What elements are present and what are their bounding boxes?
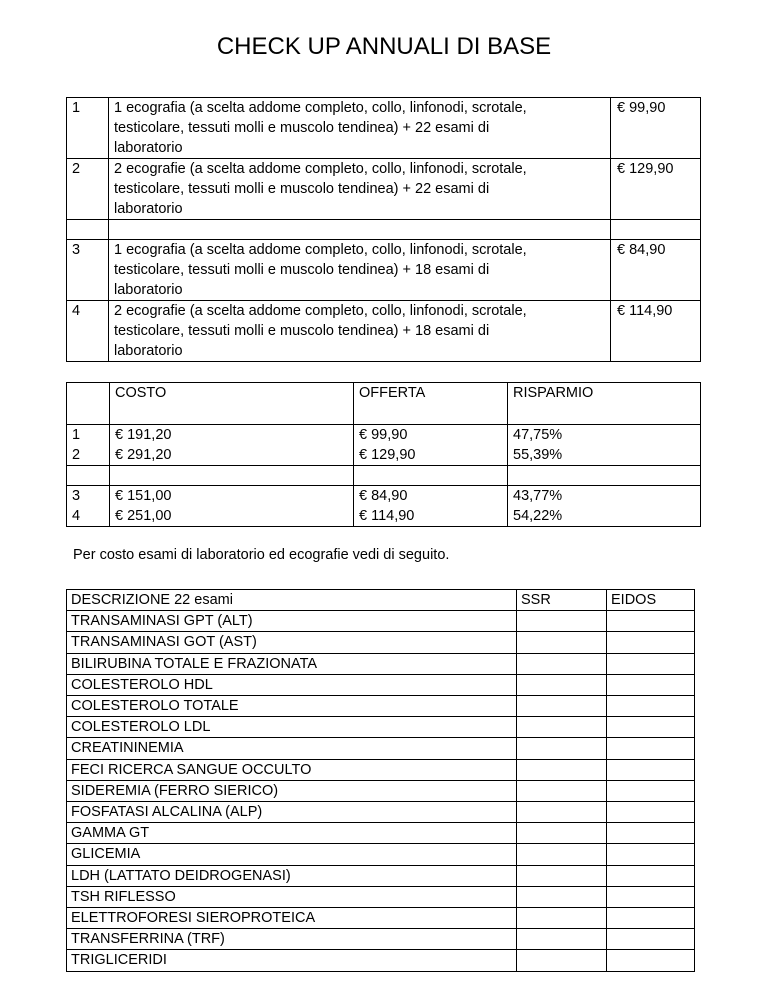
package-description	[109, 98, 611, 159]
savings-id: 3	[72, 488, 81, 504]
costo-value: € 251,00	[115, 508, 172, 524]
exam-row	[67, 802, 695, 823]
page-title: CHECK UP ANNUALI DI BASE	[216, 33, 552, 60]
exam-eidos-cell	[607, 696, 695, 717]
exam-name: FECI RICERCA SANGUE OCCULTO	[67, 759, 517, 780]
header-costo: COSTO	[110, 383, 354, 425]
package-row	[67, 159, 701, 220]
exam-row	[67, 653, 695, 674]
exam-row	[67, 865, 695, 886]
costo-value: € 291,20	[115, 447, 172, 463]
package-description-line: laboratorio	[114, 282, 183, 298]
exam-eidos-cell	[607, 844, 695, 865]
exam-ssr-cell	[517, 632, 607, 653]
exams-table	[66, 589, 695, 972]
exam-ssr-cell	[517, 844, 607, 865]
package-price: € 84,90	[611, 240, 701, 301]
exam-name: LDH (LATTATO DEIDROGENASI)	[67, 865, 517, 886]
offerta-value: € 129,90	[359, 447, 416, 463]
exam-name: TSH RIFLESSO	[67, 886, 517, 907]
header-offerta: OFFERTA	[354, 383, 508, 425]
exam-eidos-cell	[607, 738, 695, 759]
exam-eidos-cell	[607, 632, 695, 653]
package-row	[67, 98, 701, 159]
package-number: 1	[67, 98, 109, 159]
package-description-line: testicolare, tessuti molli e muscolo tendinea) + 22 esami di	[114, 181, 490, 197]
package-description-line: 2 ecografie (a scelta addome completo, collo, linfonodi, scrotale,	[114, 303, 527, 319]
savings-id: 2	[72, 447, 81, 463]
header-risparmio: RISPARMIO	[508, 383, 701, 425]
exam-name: GLICEMIA	[67, 844, 517, 865]
package-price: € 114,90	[611, 301, 701, 362]
offerta-value: € 99,90	[359, 427, 408, 443]
savings-id: 1	[72, 427, 81, 443]
exam-ssr-cell	[517, 823, 607, 844]
package-description	[109, 240, 611, 301]
savings-id: 4	[72, 508, 81, 524]
spacer-row	[67, 220, 701, 240]
exam-name: TRIGLICERIDI	[67, 950, 517, 971]
savings-table	[66, 382, 701, 527]
offerta-value: € 84,90	[359, 488, 408, 504]
exam-eidos-cell	[607, 908, 695, 929]
exam-row	[67, 823, 695, 844]
exam-ssr-cell	[517, 717, 607, 738]
package-description	[109, 301, 611, 362]
package-description-line: laboratorio	[114, 343, 183, 359]
exam-ssr-cell	[517, 908, 607, 929]
note-text: Per costo esami di laboratorio ed ecografie vedi di seguito.	[73, 547, 450, 563]
exam-ssr-cell	[517, 865, 607, 886]
exam-name: COLESTEROLO LDL	[67, 717, 517, 738]
package-description-line: 1 ecografia (a scelta addome completo, collo, linfonodi, scrotale,	[114, 100, 527, 116]
exam-row	[67, 886, 695, 907]
exam-name: FOSFATASI ALCALINA (ALP)	[67, 802, 517, 823]
exam-name: TRANSAMINASI GPT (ALT)	[67, 611, 517, 632]
exam-ssr-cell	[517, 802, 607, 823]
spacer-row	[67, 466, 701, 486]
exam-eidos-cell	[607, 886, 695, 907]
package-description-line: testicolare, tessuti molli e muscolo tendinea) + 18 esami di	[114, 262, 490, 278]
exam-row	[67, 908, 695, 929]
exam-eidos-cell	[607, 865, 695, 886]
package-row	[67, 301, 701, 362]
offerta-value: € 114,90	[359, 508, 415, 524]
exam-eidos-cell	[607, 674, 695, 695]
package-number: 4	[67, 301, 109, 362]
header-descrizione: DESCRIZIONE 22 esami	[67, 590, 517, 611]
exam-ssr-cell	[517, 674, 607, 695]
exam-row	[67, 759, 695, 780]
risparmio-value: 47,75%	[513, 427, 563, 443]
costo-value: € 191,20	[115, 427, 172, 443]
exam-ssr-cell	[517, 886, 607, 907]
exam-eidos-cell	[607, 611, 695, 632]
exam-name: COLESTEROLO HDL	[67, 674, 517, 695]
exam-name: TRANSFERRINA (TRF)	[67, 929, 517, 950]
exam-row	[67, 611, 695, 632]
exam-name: SIDEREMIA (FERRO SIERICO)	[67, 780, 517, 801]
exam-eidos-cell	[607, 780, 695, 801]
package-price: € 129,90	[611, 159, 701, 220]
exams-header-row	[67, 590, 695, 611]
package-description-line: laboratorio	[114, 140, 183, 156]
exam-ssr-cell	[517, 780, 607, 801]
package-description-line: laboratorio	[114, 201, 183, 217]
exam-row	[67, 844, 695, 865]
exam-ssr-cell	[517, 929, 607, 950]
exam-ssr-cell	[517, 759, 607, 780]
exam-row	[67, 780, 695, 801]
exam-name: BILIRUBINA TOTALE E FRAZIONATA	[67, 653, 517, 674]
package-price: € 99,90	[611, 98, 701, 159]
exam-eidos-cell	[607, 823, 695, 844]
exam-row	[67, 929, 695, 950]
package-description-line: 2 ecografie (a scelta addome completo, collo, linfonodi, scrotale,	[114, 161, 527, 177]
savings-header-row	[67, 383, 701, 425]
exam-name: CREATININEMIA	[67, 738, 517, 759]
exam-eidos-cell	[607, 802, 695, 823]
package-row	[67, 240, 701, 301]
exam-name: ELETTROFORESI SIEROPROTEICA	[67, 908, 517, 929]
exam-row	[67, 674, 695, 695]
packages-table	[66, 97, 701, 362]
exam-name: COLESTEROLO TOTALE	[67, 696, 517, 717]
exam-eidos-cell	[607, 929, 695, 950]
risparmio-value: 43,77%	[513, 488, 563, 504]
risparmio-value: 55,39%	[513, 447, 563, 463]
package-description	[109, 159, 611, 220]
exam-row	[67, 738, 695, 759]
exam-row	[67, 632, 695, 653]
exam-eidos-cell	[607, 950, 695, 971]
exam-ssr-cell	[517, 950, 607, 971]
exam-row	[67, 950, 695, 971]
exam-name: TRANSAMINASI GOT (AST)	[67, 632, 517, 653]
header-eidos: EIDOS	[607, 590, 695, 611]
package-description-line: testicolare, tessuti molli e muscolo tendinea) + 18 esami di	[114, 323, 490, 339]
package-number: 2	[67, 159, 109, 220]
exam-eidos-cell	[607, 717, 695, 738]
exam-ssr-cell	[517, 653, 607, 674]
exam-ssr-cell	[517, 611, 607, 632]
costo-value: € 151,00	[115, 488, 172, 504]
exam-ssr-cell	[517, 696, 607, 717]
exam-name: GAMMA GT	[67, 823, 517, 844]
exam-row	[67, 717, 695, 738]
package-number: 3	[67, 240, 109, 301]
exams-body	[67, 590, 695, 972]
package-description-line: testicolare, tessuti molli e muscolo tendinea) + 22 esami di	[114, 120, 490, 136]
savings-row	[67, 486, 701, 527]
exam-eidos-cell	[607, 759, 695, 780]
package-description-line: 1 ecografia (a scelta addome completo, collo, linfonodi, scrotale,	[114, 242, 527, 258]
savings-row	[67, 425, 701, 466]
exam-row	[67, 696, 695, 717]
exam-ssr-cell	[517, 738, 607, 759]
header-ssr: SSR	[517, 590, 607, 611]
exam-eidos-cell	[607, 653, 695, 674]
risparmio-value: 54,22%	[513, 508, 563, 524]
